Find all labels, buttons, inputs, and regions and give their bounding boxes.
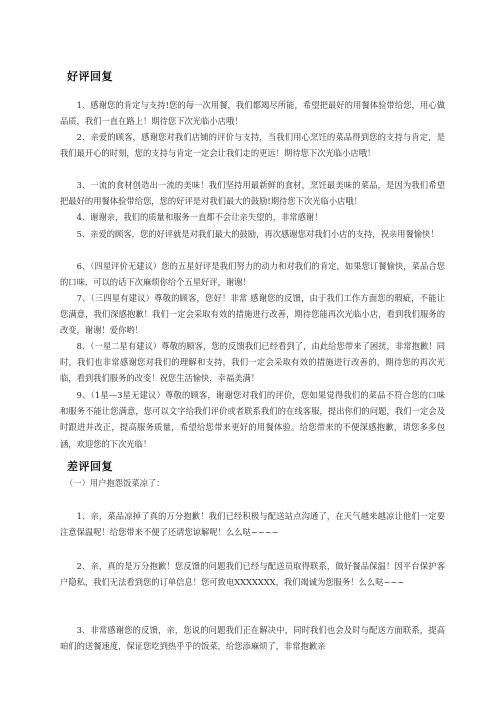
good-review-item-2: 2、亲爱的顾客，感谢您对我们店铺的评价与支持，当我们用心烹饪的菜品得到您的支持与肯定，是我们最开心的时刻，您的支持与肯定一定会让我们走的更远！期待您下次光临小店哦！ — [60, 132, 445, 159]
good-review-item-3: 3、一流的食材创造出一流的美味！我们坚持用最新鲜的食材，烹饪最美味的菜品，是因为我们希望把最好的用餐体验带给您，您的好评是对我们最大的鼓励!期待您下次光临小店哦！ — [60, 180, 445, 207]
good-review-item-8: 8、（一星二星有建议）尊敬的顾客，您的反馈我们已经看到了，由此给您带来了困扰，非常抱歉！同时，我们也非常感谢您对我们的理解和支持，我们一定会采取有效的措施进行改善的，期待您的再次光临，看到我们服务的改变！祝您生活愉快，幸福美满！ — [60, 341, 445, 384]
bad-review-item-2: 2、亲，真的是万分抱歉！您反馈的问题我们已经与配送员取得联系，做好餐品保温！因平台保护客户隐私，我们无法看到您的订单信息！您可致电XXXXXXX，我们竭诚为您服务！么么哒~~~ — [60, 561, 445, 588]
good-review-item-9: 9、（1星—3星无建议）尊敬的顾客，谢谢您对我们的评价，您如果觉得我们的菜品不符合您的口味和服务不能让您满意，您可以文字给我们评价或者联系我们的在线客服，提出你们的问题，我们一定会及时跟进并改正，提高服务质量，希望给您带来更好的用餐体验。给您带来的不便深感抱歉，请您多多包涵，欢迎您的下次光临！ — [60, 390, 445, 449]
bad-review-item-1: 1、亲，菜品凉掉了真的万分抱歉！我们已经积极与配送站点沟通了，在天气越来越凉让他们一定要注意保温呢！给您带来不便了还请您谅解呢！么么哒~~~~ — [60, 511, 445, 538]
bad-review-item-3: 3、非常感谢您的反馈，亲，您说的问题我们正在解决中，同时我们也会及时与配送方面联系，提高咱们的送餐速度，保证您吃到热乎乎的饭菜，给您添麻烦了，非常抱歉亲 — [60, 625, 445, 652]
bad-review-subheading: （一）用户抱怨饭菜凉了： — [64, 478, 165, 488]
good-review-item-6: 6、（四星评价无建议）您的五星好评是我们努力的动力和对我们的肯定，如果您订餐愉快，菜品合您的口味，可以的话下次麻烦你给个五星好评，谢谢！ — [60, 261, 445, 288]
good-review-item-7: 7、（三四星有建议）尊敬的顾客，您好！非常 感谢您的反馈，由于我们工作方面您的瑕疵，不能让您满意，我们深感抱歉！我们一定会采取有效的措施进行改善，期待您能再次光临小店，看到我们服务的改变，谢谢！爱你哟！ — [60, 293, 445, 336]
good-review-item-4: 4、谢谢亲，我们的质量和服务一直都不会让亲失望的，非常感谢！ — [76, 212, 323, 222]
good-review-item-1: 1、感谢您的肯定与支持!您的每一次用餐，我们都竭尽所能，希望把最好的用餐体验带给您，用心做品质，我们一直在路上！期待您下次光临小店哦！ — [60, 100, 445, 127]
good-review-item-5: 5、亲爱的顾客，您的好评就是对我们最大的鼓励，再次感谢您对我们小店的支持，祝亲用餐愉快！ — [76, 229, 439, 239]
good-review-heading: 好评回复 — [67, 70, 113, 83]
bad-review-heading: 差评回复 — [67, 460, 113, 473]
